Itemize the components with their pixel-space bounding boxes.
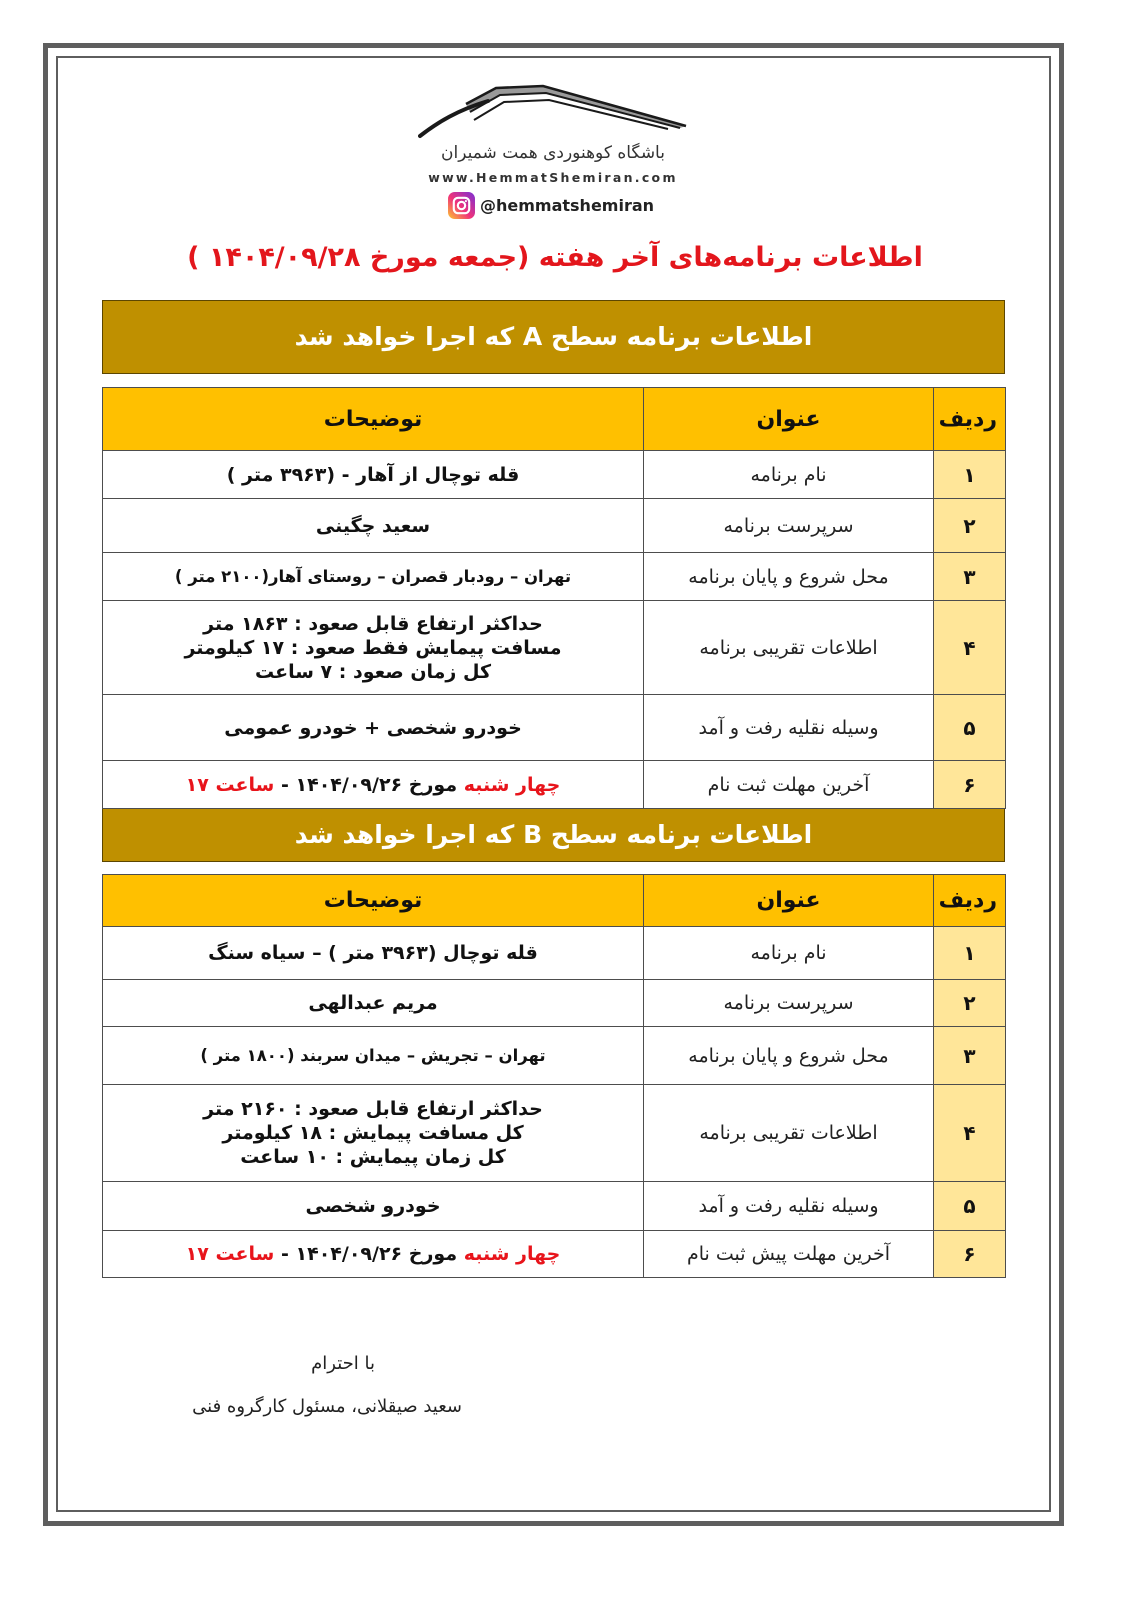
table-header-row xyxy=(103,388,1006,451)
website-url: www.HemmatShemiran.com xyxy=(428,170,678,185)
row-program-name xyxy=(103,451,1006,499)
row-title-cell: محل شروع و پایان برنامه xyxy=(644,1027,934,1085)
row-description-cell: تهران – تجریش – میدان سربند (۱۸۰۰ متر ) xyxy=(103,1027,644,1085)
instagram-handle-row xyxy=(448,191,654,219)
row-title-cell: نام برنامه xyxy=(644,927,934,980)
row-title-cell: نام برنامه xyxy=(644,451,934,499)
row-transport xyxy=(103,695,1006,761)
row-program-leader xyxy=(103,980,1006,1027)
row-number-cell: ۵ xyxy=(934,1182,1006,1231)
distance-line: مسافت پیمایش فقط صعود : ۱۷ کیلومتر xyxy=(184,636,562,659)
duration-line: کل زمان صعود : ۷ ساعت xyxy=(254,660,491,683)
column-header-description: توضیحات xyxy=(103,875,644,927)
row-start-end-location xyxy=(103,1027,1006,1085)
row-number-cell: ۱ xyxy=(934,451,1006,499)
duration-line: کل زمان پیمایش : ۱۰ ساعت xyxy=(240,1146,506,1168)
max-altitude-line: حداکثر ارتفاع قابل صعود : ۱۸۶۳ متر xyxy=(203,612,543,635)
program-table-level-b xyxy=(102,874,1006,1278)
row-description-cell xyxy=(103,1085,644,1182)
row-title-cell: وسیله نقلیه رفت و آمد xyxy=(644,695,934,761)
instagram-handle: @hemmatshemiran xyxy=(480,195,655,215)
mountain-logo-icon xyxy=(418,82,690,142)
row-description-cell xyxy=(103,601,644,695)
distance-line: کل مسافت پیمایش : ۱۸ کیلومتر xyxy=(222,1122,524,1144)
row-title-cell: آخرین مهلت ثبت نام xyxy=(644,761,934,809)
row-description-cell: قله توچال از آهار - (۳۹۶۳ متر ) xyxy=(103,451,644,499)
column-header-title: عنوان xyxy=(644,875,934,927)
row-description-cell: مریم عبدالهی xyxy=(103,980,644,1027)
row-start-end-location xyxy=(103,553,1006,601)
row-number-cell: ۳ xyxy=(934,553,1006,601)
row-number-cell: ۵ xyxy=(934,695,1006,761)
row-registration-deadline xyxy=(103,761,1006,809)
deadline-date: مورخ ۱۴۰۴/۰۹/۲۶ - xyxy=(280,1243,458,1265)
row-description-cell xyxy=(103,1231,644,1278)
row-program-leader xyxy=(103,499,1006,553)
row-number-cell: ۳ xyxy=(934,1027,1006,1085)
row-description-cell: قله توچال (۳۹۶۳ متر ) – سیاه سنگ xyxy=(103,927,644,980)
signature-closing: با احترام xyxy=(311,1353,375,1374)
deadline-date: مورخ ۱۴۰۴/۰۹/۲۶ - xyxy=(280,773,458,796)
row-title-cell: اطلاعات تقریبی برنامه xyxy=(644,601,934,695)
deadline-time: ساعت ۱۷ xyxy=(185,1243,275,1265)
column-header-title: عنوان xyxy=(644,388,934,451)
deadline-time: ساعت ۱۷ xyxy=(185,773,275,796)
row-transport xyxy=(103,1182,1006,1231)
row-title-cell: محل شروع و پایان برنامه xyxy=(644,553,934,601)
row-approximate-info xyxy=(103,1085,1006,1182)
signature-name: سعید صیقلانی، مسئول کارگروه فنی xyxy=(192,1396,462,1417)
row-description-cell: خودرو شخصی + خودرو عمومی xyxy=(103,695,644,761)
section-heading-level-b: اطلاعات برنامه سطح B که اجرا خواهد شد xyxy=(102,809,1005,862)
row-description-cell: خودرو شخصی xyxy=(103,1182,644,1231)
row-title-cell: سرپرست برنامه xyxy=(644,980,934,1027)
row-number-cell: ۱ xyxy=(934,927,1006,980)
row-pre-registration-deadline xyxy=(103,1231,1006,1278)
row-number-cell: ۲ xyxy=(934,499,1006,553)
row-number-cell: ۶ xyxy=(934,761,1006,809)
section-heading-level-a: اطلاعات برنامه سطح A که اجرا خواهد شد xyxy=(102,300,1005,374)
row-number-cell: ۲ xyxy=(934,980,1006,1027)
row-title-cell: وسیله نقلیه رفت و آمد xyxy=(644,1182,934,1231)
program-table-level-a xyxy=(102,387,1006,809)
programs-content xyxy=(102,300,1005,1278)
club-name: باشگاه کوهنوردی همت شمیران xyxy=(441,143,665,163)
row-title-cell: اطلاعات تقریبی برنامه xyxy=(644,1085,934,1182)
row-program-name xyxy=(103,927,1006,980)
row-number-cell: ۶ xyxy=(934,1231,1006,1278)
column-header-row-number: ردیف xyxy=(934,875,1006,927)
column-header-description: توضیحات xyxy=(103,388,644,451)
table-header-row xyxy=(103,875,1006,927)
max-altitude-line: حداکثر ارتفاع قابل صعود : ۲۱۶۰ متر xyxy=(203,1098,543,1120)
row-description-cell: تهران – رودبار قصران – روستای آهار(۲۱۰۰ متر ) xyxy=(103,553,644,601)
deadline-day: چهار شنبه xyxy=(463,773,561,796)
row-number-cell: ۴ xyxy=(934,1085,1006,1182)
column-header-row-number: ردیف xyxy=(934,388,1006,451)
row-title-cell: آخرین مهلت پیش ثبت نام xyxy=(644,1231,934,1278)
row-description-cell: سعید چگینی xyxy=(103,499,644,553)
row-title-cell: سرپرست برنامه xyxy=(644,499,934,553)
row-description-cell xyxy=(103,761,644,809)
row-approximate-info xyxy=(103,601,1006,695)
instagram-icon xyxy=(448,192,475,219)
row-number-cell: ۴ xyxy=(934,601,1006,695)
deadline-day: چهار شنبه xyxy=(463,1243,561,1265)
page-title: اطلاعات برنامه‌های آخر هفته (جمعه مورخ ۱۴۰۴/۰۹/۲۸ ) xyxy=(187,242,923,273)
